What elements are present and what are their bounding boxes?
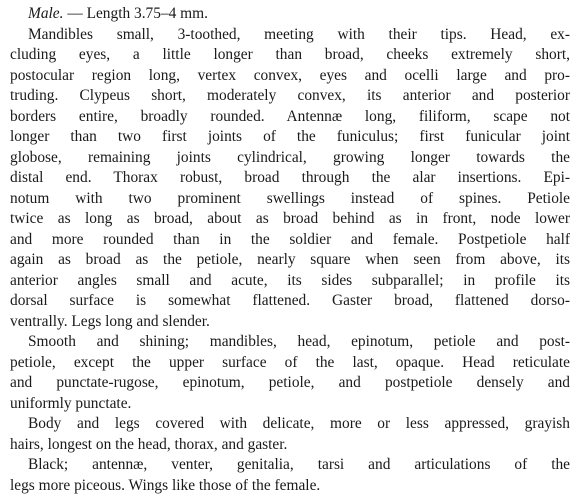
text-line: ventrally. Legs long and slender. — [10, 312, 210, 330]
text-line: borders entire, broadly rounded. Antennæ long, filiform, scape not — [10, 107, 570, 125]
text-line: globose, remaining joints cylindrical, growing longer towards the — [10, 148, 570, 166]
text-line: petiole, except the upper surface of the last, opaque. Head reticulate — [10, 353, 570, 371]
text-line: Black; antennæ, venter, genitalia, tarsi and articulations of the — [28, 456, 570, 473]
length-text: — Length 3.75–4 mm. — [63, 5, 208, 22]
paragraph-pilosity — [10, 414, 570, 455]
text-line: Body and legs covered with delicate, more or less appressed, grayish — [28, 415, 570, 432]
text-line: dorsal surface is somewhat flattened. Gaster broad, flattened dorso- — [10, 292, 570, 309]
text-line: Mandibles small, 3-toothed, meeting with their tips. Head, ex- — [28, 25, 570, 43]
sex-label: Male. — [28, 5, 64, 22]
text-line: longer than two first joints of the funiculus; first funicular joint — [10, 128, 570, 145]
text-line: truding. Clypeus short, moderately convex, its anterior and posterior — [10, 87, 570, 104]
paragraph-sculpture — [10, 332, 570, 414]
paragraph-morphology — [10, 25, 570, 333]
text-line: distal end. Thorax robust, broad through the alar insertions. Epi- — [10, 169, 570, 186]
description-heading — [28, 4, 570, 25]
paragraph-color — [10, 455, 570, 496]
text-line: and punctate-rugose, epinotum, petiole, and postpetiole densely and — [10, 374, 570, 391]
text-line: legs more piceous. Wings like those of the female. — [10, 476, 321, 494]
text-line: hairs, longest on the head, thorax, and gaster. — [10, 435, 288, 453]
text-line: anterior angles small and acute, its sides subparallel; in profile its — [10, 271, 570, 289]
text-line: Smooth and shining; mandibles, head, epinotum, petiole and post- — [28, 333, 570, 350]
text-line: and more rounded than in the soldier and female. Postpetiole half — [10, 230, 570, 248]
text-line: twice as long as broad, about as broad behind as in front, node lower — [10, 210, 570, 227]
text-line: postocular region long, vertex convex, eyes and ocelli large and pro- — [10, 66, 570, 84]
text-line: cluding eyes, a little longer than broad, cheeks extremely short, — [10, 46, 570, 63]
text-line: again as broad as the petiole, nearly square when seen from above, its — [10, 251, 570, 268]
text-line: uniformly punctate. — [10, 394, 132, 412]
text-line: notum with two prominent swellings instead of spines. Petiole — [10, 189, 570, 207]
